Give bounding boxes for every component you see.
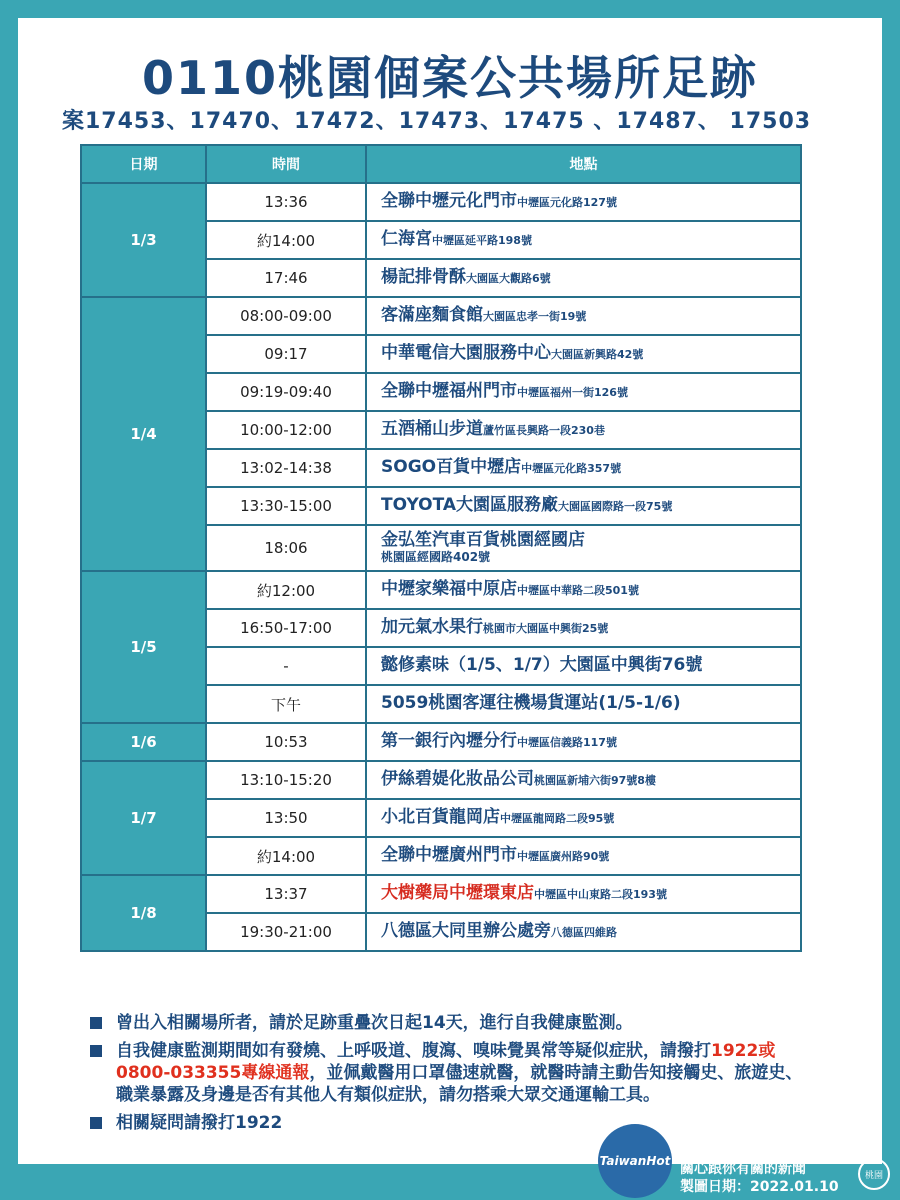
place-cell [366, 571, 801, 609]
note-3-text: 相關疑問請撥打1922 [116, 1113, 283, 1133]
place-address: 中壢區信義路117號 [517, 736, 617, 750]
time-cell: 約14:00 [206, 837, 366, 875]
time-cell: 09:19-09:40 [206, 373, 366, 411]
place-address: 桃園區新埔六街97號8樓 [534, 774, 656, 788]
note-2 [90, 1040, 810, 1106]
place-cell [366, 837, 801, 875]
place-name: 五酒桶山步道 [381, 419, 483, 440]
time-cell: 13:37 [206, 875, 366, 913]
place-cell [366, 913, 801, 951]
time-cell: 13:02-14:38 [206, 449, 366, 487]
place-cell [366, 221, 801, 259]
table-row [81, 723, 801, 761]
time-cell: 09:17 [206, 335, 366, 373]
time-cell: 18:06 [206, 525, 366, 571]
place-address: 八德區四維路 [551, 926, 617, 940]
place-name: 5059桃園客運往機場貨運站(1/5-1/6) [381, 693, 681, 714]
date-cell: 1/6 [81, 723, 206, 761]
note-3 [90, 1112, 810, 1134]
date-cell: 1/4 [81, 297, 206, 571]
place-name: 全聯中壢元化門市 [381, 191, 517, 212]
time-cell: 13:36 [206, 183, 366, 221]
place-name: 大樹藥局中壢環東店 [381, 883, 534, 904]
place-address: 中壢區廣州路90號 [517, 850, 610, 864]
place-cell [366, 297, 801, 335]
place-cell [366, 723, 801, 761]
note-2-text-b: ，並佩戴醫用口罩儘速就醫，就醫時請主動告知接觸史、旅遊史、職業暴露及身邊是否有其他人有類似症狀，請勿搭乘大眾交通運輸工具。 [116, 1063, 803, 1105]
place-cell [366, 411, 801, 449]
place-address: 大園區國際路一段75號 [558, 500, 673, 514]
date-cell: 1/5 [81, 571, 206, 723]
place-name: 八德區大同里辦公處旁 [381, 921, 551, 942]
place-cell [366, 799, 801, 837]
time-cell: 13:10-15:20 [206, 761, 366, 799]
place-cell [366, 449, 801, 487]
city-seal-icon: 桃園 [858, 1158, 890, 1190]
time-cell: 下午 [206, 685, 366, 723]
place-cell [366, 183, 801, 221]
place-name: 第一銀行內壢分行 [381, 731, 517, 752]
place-address: 中壢區中華路二段501號 [517, 584, 639, 598]
page-title: 0110桃園個案公共場所足跡 [141, 51, 759, 105]
table-row [81, 183, 801, 221]
place-address: 中壢區中山東路二段193號 [534, 888, 667, 902]
place-name: 全聯中壢福州門市 [381, 381, 517, 402]
place-address: 中壢區龍岡路二段95號 [500, 812, 615, 826]
place-name: 中壢家樂福中原店 [381, 579, 517, 600]
place-address: 中壢區延平路198號 [432, 234, 532, 248]
place-name: TOYOTA大園區服務廠 [381, 495, 559, 516]
table-row [81, 761, 801, 799]
bullet-square-icon [90, 1117, 102, 1129]
case-numbers: 案17453、17470、17472、17473、17475 、17487、 17503 [62, 109, 812, 134]
time-cell: 19:30-21:00 [206, 913, 366, 951]
place-name: 楊記排骨酥 [381, 267, 466, 288]
place-name: 小北百貨龍岡店 [381, 807, 500, 828]
time-cell: 10:53 [206, 723, 366, 761]
place-address: 蘆竹區長興路一段230巷 [483, 424, 605, 438]
time-cell: 13:30-15:00 [206, 487, 366, 525]
place-name: 伊絲碧媞化妝品公司 [381, 769, 534, 790]
bullet-square-icon [90, 1017, 102, 1029]
place-address: 中壢區福州一街126號 [517, 386, 628, 400]
place-cell [366, 487, 801, 525]
date-cell: 1/7 [81, 761, 206, 875]
time-cell: 17:46 [206, 259, 366, 297]
bullet-square-icon [90, 1045, 102, 1057]
time-cell: 10:00-12:00 [206, 411, 366, 449]
place-cell [366, 685, 801, 723]
place-cell [366, 525, 801, 571]
header-time: 時間 [206, 145, 366, 183]
note-1 [90, 1012, 810, 1034]
place-cell [366, 335, 801, 373]
poster-card [18, 18, 882, 1164]
place-address: 大園區大觀路6號 [466, 272, 551, 286]
time-cell: 約12:00 [206, 571, 366, 609]
time-cell: 13:50 [206, 799, 366, 837]
footer-tagline: 關心跟你有關的新聞 [680, 1161, 806, 1177]
place-cell [366, 875, 801, 913]
place-address: 桃園市大園區中興街25號 [483, 622, 609, 636]
table-row [81, 571, 801, 609]
table-body [81, 183, 801, 951]
hotline-highlight: 1922或0800-033355專線通報 [116, 1041, 776, 1083]
place-name: 加元氣水果行 [381, 617, 483, 638]
place-cell [366, 373, 801, 411]
table-header-row [81, 145, 801, 183]
place-address: 中壢區元化路357號 [521, 462, 622, 476]
time-cell: 08:00-09:00 [206, 297, 366, 335]
place-name: 懿修素味（1/5、1/7）大園區中興街76號 [381, 655, 703, 676]
place-name: 全聯中壢廣州門市 [381, 845, 517, 866]
table-row [81, 297, 801, 335]
table-row [81, 875, 801, 913]
time-cell: 約14:00 [206, 221, 366, 259]
header-date: 日期 [81, 145, 206, 183]
place-name: 客滿座麵食館 [381, 305, 483, 326]
place-address: 大園區新興路42號 [551, 348, 644, 362]
place-address: 桃園區經國路402號 [381, 549, 491, 564]
footprint-table [80, 144, 802, 952]
place-cell [366, 761, 801, 799]
date-cell: 1/3 [81, 183, 206, 297]
header-place: 地點 [366, 145, 801, 183]
place-address: 大園區忠孝一街19號 [483, 310, 587, 324]
place-name: 中華電信大園服務中心 [381, 343, 551, 364]
place-cell [366, 259, 801, 297]
place-name: 金弘笙汽車百貨桃園經國店 [381, 530, 585, 551]
note-1-text: 曾出入相關場所者，請於足跡重疊次日起14天，進行自我健康監測。 [116, 1013, 633, 1033]
time-cell: - [206, 647, 366, 685]
place-cell [366, 609, 801, 647]
date-cell: 1/8 [81, 875, 206, 951]
place-name: SOGO百貨中壢店 [381, 457, 522, 478]
notes-section [90, 1012, 810, 1140]
place-address: 中壢區元化路127號 [517, 196, 617, 210]
place-cell [366, 647, 801, 685]
taiwanhot-logo: TaiwanHot [598, 1124, 672, 1198]
time-cell: 16:50-17:00 [206, 609, 366, 647]
footer-date: 製圖日期：2022.01.10 [680, 1179, 839, 1195]
note-2-text-a: 自我健康監測期間如有發燒、上呼吸道、腹瀉、嗅味覺異常等疑似症狀，請撥打 [116, 1041, 711, 1061]
place-name: 仁海宮 [381, 229, 432, 250]
